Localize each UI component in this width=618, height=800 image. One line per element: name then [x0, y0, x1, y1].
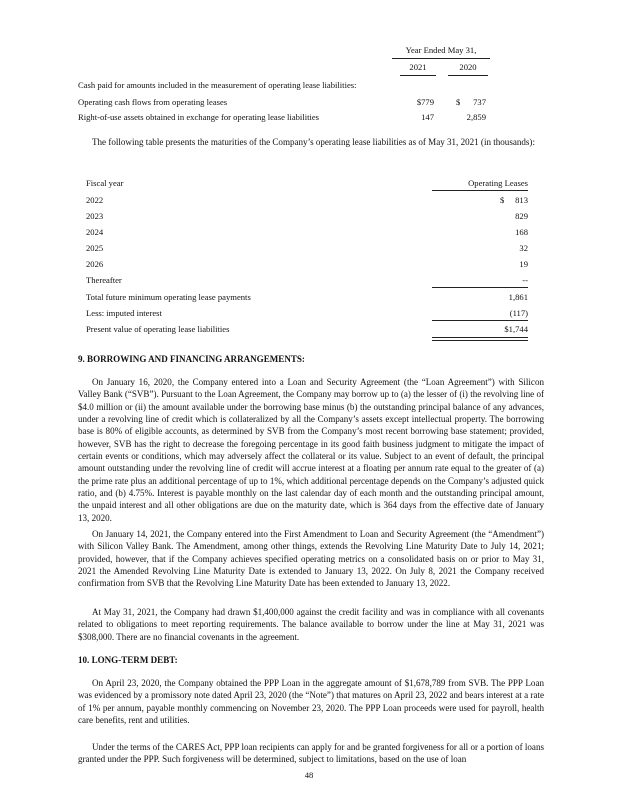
year-ended-header: Year Ended May 31, — [405, 45, 477, 55]
row-value-2021: 147 — [421, 112, 434, 122]
row-value-2020: 737 — [473, 97, 486, 107]
imputed-interest-value: (117) — [509, 308, 528, 318]
row-value-2020: 2,859 — [466, 112, 486, 122]
header-underline — [432, 190, 528, 191]
year-label: 2024 — [86, 227, 104, 237]
lease-amount: 168 — [515, 227, 528, 237]
ppp-loan-paragraph: On April 23, 2020, the Company obtained the PPP Loan in the aggregate amount of $1,678,789 from SVB. The PPP Loan was evidenced by a promissory note dated April 23, 2020 (the “Note”) that matures on April 23, 2022 and bears interest at a rate of 1% per annum, payable monthly commencing on November 23, 2020. The PPP Loan proceeds were used for payroll, health care benefits, rent and utilities. — [78, 678, 544, 726]
page-number: 48 — [304, 770, 314, 780]
year-label: 2023 — [86, 211, 104, 221]
cash-paid-section-label: Cash paid for amounts included in the measurement of operating lease liabilities: — [78, 80, 357, 90]
year-label: 2022 — [86, 195, 104, 205]
row-value-2021: $779 — [416, 97, 434, 107]
total-label: Total future minimum operating lease payments — [86, 292, 251, 302]
present-value-amount: $1,744 — [504, 324, 528, 334]
year-label: 2026 — [86, 259, 104, 269]
column-header-2021: 2021 — [409, 62, 427, 72]
present-value-rule — [432, 320, 528, 321]
year-label: Thereafter — [86, 275, 122, 285]
lease-amount: 19 — [519, 259, 528, 269]
present-value-label: Present value of operating lease liabilities — [86, 324, 230, 334]
currency-symbol: $ — [500, 195, 505, 205]
row-label: Operating cash flows from operating leases — [78, 97, 228, 107]
column-header-2020: 2020 — [459, 62, 477, 72]
header-underline — [392, 58, 490, 59]
lease-amount: 813 — [515, 195, 528, 205]
maturities-intro-paragraph: The following table presents the maturities of the Company’s operating lease liabilities as of May 31, 2021 (in thousands): — [92, 137, 535, 147]
col-2020-underline — [448, 75, 488, 76]
operating-leases-header: Operating Leases — [468, 178, 528, 188]
subtotal-rule — [432, 287, 528, 288]
cares-act-paragraph: Under the terms of the CARES Act, PPP loan recipients can apply for and be granted forgiveness for all or a portion of loans granted under the PPP. Such forgiveness will be determined, subject to limitations, based on the use of loan — [78, 742, 544, 765]
imputed-interest-label: Less: imputed interest — [86, 308, 162, 318]
section-9-heading: 9. BORROWING AND FINANCING ARRANGEMENTS: — [78, 354, 305, 364]
fiscal-year-header: Fiscal year — [86, 178, 124, 188]
row-label: Right-of-use assets obtained in exchange for operating lease liabilities — [78, 112, 320, 122]
loan-agreement-paragraph: On January 16, 2020, the Company entered into a Loan and Security Agreement (the “Loan Agreement”) with Silicon Valley Bank (“SVB”). Pursuant to the Loan Agreement, the Company may borrow up to (a) the lesser of (i) the revolving line of $4.0 million or (ii) the amount available under the borrowing base minus (b) the outstanding principal balance of any advances, under a revolving line of credit which is collateralized by all the Company’s assets except intellectual property. The borrowing base is 80% of eligible accounts, as determined by SVB from the Company’s most recent borrowing base statement; provided, however, SVB has the right to decrease the foregoing percentage in its good faith business judgment to mitigate the impact of certain events or conditions, which may adversely affect the collateral or its value. Subject to an event of default, the principal amount outstanding under the revolving line of credit will accrue interest at a floating per annum rate equal to the greater of (a) the prime rate plus an additional percentage of up to 1%, which additional percentage depends on the Company’s adjusted quick ratio, and (b) 4.75%. Interest is payable monthly on the last calendar day of each month and the outstanding principal amount, the unpaid interest and all other obligations are due on the maturity date, which is 364 days from the effective date of January 13, 2020. — [78, 377, 544, 523]
lease-amount: 32 — [519, 243, 528, 253]
section-10-heading: 10. LONG-TERM DEBT: — [78, 655, 178, 665]
credit-facility-paragraph: At May 31, 2021, the Company had drawn $1,400,000 against the credit facility and was in compliance with all covenants related to obligations to meet reporting requirements. The balance available to borrow under the line at May 31, 2021 was $308,000. There are no financial covenants in the agreement. — [78, 607, 544, 642]
double-underline — [432, 337, 528, 341]
row-currency-2020: $ — [456, 97, 461, 107]
col-2021-underline — [400, 75, 436, 76]
total-value: 1,861 — [508, 292, 528, 302]
year-label: 2025 — [86, 243, 104, 253]
lease-amount: 829 — [515, 211, 528, 221]
amendment-paragraph: On January 14, 2021, the Company entered into the First Amendment to Loan and Security Agreement (the “Amendment”) with Silicon Valley Bank. The Amendment, among other things, extends the Revolving Line Maturity Date to July 14, 2021; provided, however, that if the Company achieves specified operating metrics on a consolidated basis on or prior to May 31, 2021 the Amended Revolving Line Maturity Date is extended to January 13, 2022. On July 8, 2021 the Company received confirmation from SVB that the Revolving Line Maturity Date has been extended to January 13, 2022. — [78, 529, 544, 589]
lease-amount: -- — [522, 275, 528, 285]
